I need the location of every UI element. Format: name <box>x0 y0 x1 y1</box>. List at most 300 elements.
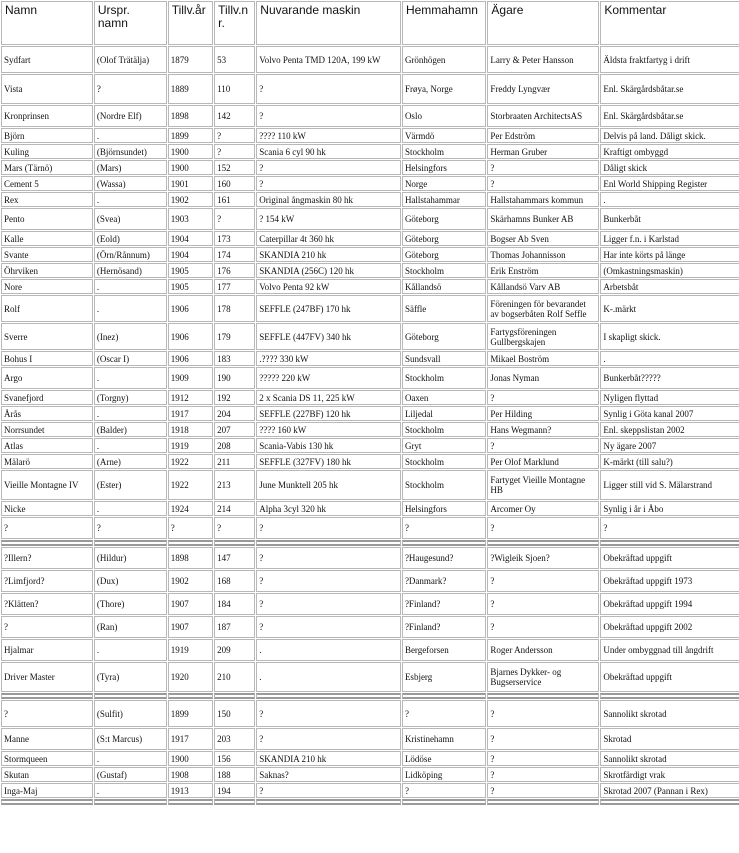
cell-namn: Driver Master <box>1 662 93 692</box>
table-row <box>1 144 739 159</box>
cell-maskin: Volvo Penta 92 kW <box>256 279 401 294</box>
divider-cell <box>168 540 213 546</box>
cell-namn: ?Limfjord? <box>1 570 93 592</box>
cell-tillv-nr: 178 <box>214 295 255 322</box>
cell-tillv-ar: 1902 <box>168 192 213 207</box>
cell-tillv-ar: 1900 <box>168 160 213 175</box>
cell-tillv-nr: ? <box>214 144 255 159</box>
cell-tillv-nr: 150 <box>214 700 255 727</box>
cell-agare: ? <box>487 767 599 782</box>
table-row <box>1 438 739 453</box>
cell-namn: ?Illern? <box>1 547 93 569</box>
cell-tillv-ar: 1922 <box>168 454 213 469</box>
cell-tillv-nr: 207 <box>214 422 255 437</box>
cell-hemmahamn: Göteborg <box>402 231 486 246</box>
table-row <box>1 323 739 350</box>
cell-agare: Larry & Peter Hansson <box>487 46 599 73</box>
cell-maskin: ? <box>256 783 401 798</box>
cell-hemmahamn: Göteborg <box>402 208 486 230</box>
cell-maskin: ? <box>256 176 401 191</box>
cell-hemmahamn: Värmdö <box>402 128 486 143</box>
cell-tillv-ar: 1900 <box>168 751 213 766</box>
table-row <box>1 639 739 661</box>
cell-hemmahamn: ?Finland? <box>402 593 486 615</box>
cell-kommentar: ? <box>600 517 739 539</box>
cell-tillv-nr: ? <box>214 208 255 230</box>
table-row <box>1 231 739 246</box>
cell-tillv-nr: 156 <box>214 751 255 766</box>
table-row <box>1 783 739 798</box>
cell-maskin: SKANDIA 210 hk <box>256 247 401 262</box>
table-row <box>1 208 739 230</box>
col-header-agare: Ägare <box>487 1 599 45</box>
cell-tillv-nr: 190 <box>214 367 255 389</box>
divider-cell <box>487 540 599 546</box>
cell-urspr-namn: (Inez) <box>94 323 167 350</box>
cell-maskin: Caterpillar 4t 360 hk <box>256 231 401 246</box>
cell-tillv-nr: ? <box>214 128 255 143</box>
cell-namn: Nore <box>1 279 93 294</box>
cell-hemmahamn: Stockholm <box>402 263 486 278</box>
cell-maskin: ? <box>256 547 401 569</box>
table-row <box>1 728 739 750</box>
cell-kommentar: Obekräftad uppgift 1994 <box>600 593 739 615</box>
cell-kommentar: Obekräftad uppgift 2002 <box>600 616 739 638</box>
cell-maskin: Alpha 3cyl 320 hk <box>256 501 401 516</box>
cell-kommentar: (Omkastningsmaskin) <box>600 263 739 278</box>
cell-agare: Bjarnes Dykker- og Bugserservice <box>487 662 599 692</box>
cell-maskin: SKANDIA (256C) 120 hk <box>256 263 401 278</box>
cell-hemmahamn: ? <box>402 783 486 798</box>
cell-agare: Per Olof Marklund <box>487 454 599 469</box>
cell-kommentar: Obekräftad uppgift 1973 <box>600 570 739 592</box>
table-row <box>1 367 739 389</box>
cell-urspr-namn: (Torgny) <box>94 390 167 405</box>
cell-urspr-namn: . <box>94 367 167 389</box>
cell-namn: Björn <box>1 128 93 143</box>
divider-cell <box>600 693 739 699</box>
cell-urspr-namn: (Gustaf) <box>94 767 167 782</box>
cell-maskin: Scania 6 cyl 90 hk <box>256 144 401 159</box>
cell-agare: ? <box>487 783 599 798</box>
cell-hemmahamn: Kristinehamn <box>402 728 486 750</box>
cell-tillv-ar: 1922 <box>168 470 213 500</box>
cell-kommentar: K-märkt (till salu?) <box>600 454 739 469</box>
cell-tillv-nr: 192 <box>214 390 255 405</box>
cell-tillv-ar: 1908 <box>168 767 213 782</box>
cell-tillv-ar: 1900 <box>168 144 213 159</box>
cell-urspr-namn: . <box>94 192 167 207</box>
divider-cell <box>600 540 739 546</box>
cell-urspr-namn: (Ester) <box>94 470 167 500</box>
cell-agare: Mikael Boström <box>487 351 599 366</box>
cell-urspr-namn: (Sulfit) <box>94 700 167 727</box>
cell-kommentar: Enl. skeppslistan 2002 <box>600 422 739 437</box>
cell-maskin: ? <box>256 700 401 727</box>
cell-tillv-nr: 110 <box>214 74 255 104</box>
cell-namn: ? <box>1 517 93 539</box>
table-row <box>1 263 739 278</box>
cell-agare: ? <box>487 593 599 615</box>
cell-tillv-nr: 194 <box>214 783 255 798</box>
table-row <box>1 501 739 516</box>
cell-tillv-ar: 1906 <box>168 295 213 322</box>
table-body <box>1 46 739 805</box>
cell-tillv-ar: 1912 <box>168 390 213 405</box>
cell-tillv-nr: 208 <box>214 438 255 453</box>
cell-maskin: ? <box>256 616 401 638</box>
cell-maskin: Saknas? <box>256 767 401 782</box>
col-header-maskin: Nuvarande maskin <box>256 1 401 45</box>
cell-kommentar: Obekräftad uppgift <box>600 547 739 569</box>
cell-maskin: SEFFLE (247BF) 170 hk <box>256 295 401 322</box>
cell-tillv-nr: 168 <box>214 570 255 592</box>
cell-maskin: ????? 220 kW <box>256 367 401 389</box>
col-header-tillv-nr: Tillv.nr. <box>214 1 255 45</box>
cell-agare: ? <box>487 438 599 453</box>
cell-namn: Rolf <box>1 295 93 322</box>
cell-tillv-ar: 1901 <box>168 176 213 191</box>
cell-tillv-nr: ? <box>214 517 255 539</box>
cell-tillv-nr: 152 <box>214 160 255 175</box>
table-row <box>1 517 739 539</box>
cell-namn: Atlas <box>1 438 93 453</box>
cell-maskin: ???? 110 kW <box>256 128 401 143</box>
cell-namn: Vista <box>1 74 93 104</box>
cell-urspr-namn: (Olof Trätälja) <box>94 46 167 73</box>
cell-namn: Sverre <box>1 323 93 350</box>
cell-kommentar: Äldsta fraktfartyg i drift <box>600 46 739 73</box>
cell-urspr-namn: (Svea) <box>94 208 167 230</box>
cell-maskin: Original ångmaskin 80 hk <box>256 192 401 207</box>
cell-tillv-ar: 1907 <box>168 616 213 638</box>
cell-tillv-ar: 1905 <box>168 279 213 294</box>
cell-agare: Thomas Johannisson <box>487 247 599 262</box>
table-row <box>1 160 739 175</box>
cell-urspr-namn: . <box>94 438 167 453</box>
cell-namn: Stormqueen <box>1 751 93 766</box>
cell-urspr-namn: (Hildur) <box>94 547 167 569</box>
cell-urspr-namn: . <box>94 783 167 798</box>
cell-namn: ?Klätten? <box>1 593 93 615</box>
cell-hemmahamn: Stockholm <box>402 470 486 500</box>
cell-agare: Herman Gruber <box>487 144 599 159</box>
cell-agare: ? <box>487 570 599 592</box>
cell-namn: ? <box>1 616 93 638</box>
table-row <box>1 74 739 104</box>
cell-agare: Hans Wegmann? <box>487 422 599 437</box>
cell-urspr-namn: (Ran) <box>94 616 167 638</box>
cell-kommentar: I skapligt skick. <box>600 323 739 350</box>
cell-hemmahamn: ?Danmark? <box>402 570 486 592</box>
cell-tillv-nr: 179 <box>214 323 255 350</box>
cell-urspr-namn: (Wassa) <box>94 176 167 191</box>
cell-tillv-nr: 160 <box>214 176 255 191</box>
cell-kommentar: Skrotad 2007 (Pannan i Rex) <box>600 783 739 798</box>
cell-namn: Cement 5 <box>1 176 93 191</box>
cell-tillv-ar: 1899 <box>168 128 213 143</box>
table-row <box>1 570 739 592</box>
cell-agare: Freddy Lyngvær <box>487 74 599 104</box>
cell-urspr-namn: (Dux) <box>94 570 167 592</box>
cell-kommentar: Bunkerbåt <box>600 208 739 230</box>
cell-hemmahamn: Göteborg <box>402 247 486 262</box>
cell-hemmahamn: ? <box>402 517 486 539</box>
cell-kommentar: Har inte körts på länge <box>600 247 739 262</box>
cell-namn: Bohus I <box>1 351 93 366</box>
cell-urspr-namn: (Balder) <box>94 422 167 437</box>
cell-tillv-nr: 173 <box>214 231 255 246</box>
cell-urspr-namn: . <box>94 406 167 421</box>
cell-kommentar: Sannolikt skrotad <box>600 751 739 766</box>
cell-namn: Argo <box>1 367 93 389</box>
cell-tillv-nr: 142 <box>214 105 255 127</box>
cell-hemmahamn: Göteborg <box>402 323 486 350</box>
table-row <box>1 105 739 127</box>
cell-tillv-nr: 174 <box>214 247 255 262</box>
cell-hemmahamn: Bergeforsen <box>402 639 486 661</box>
cell-tillv-nr: 176 <box>214 263 255 278</box>
divider-cell <box>94 693 167 699</box>
table-row <box>1 422 739 437</box>
cell-namn: Pento <box>1 208 93 230</box>
cell-maskin: ? <box>256 570 401 592</box>
cell-agare: Per Edström <box>487 128 599 143</box>
table-row <box>1 662 739 692</box>
cell-urspr-namn: . <box>94 295 167 322</box>
table-row <box>1 767 739 782</box>
cell-tillv-nr: 213 <box>214 470 255 500</box>
cell-tillv-ar: 1903 <box>168 208 213 230</box>
table-row <box>1 751 739 766</box>
cell-tillv-ar: 1898 <box>168 547 213 569</box>
cell-kommentar: . <box>600 192 739 207</box>
cell-hemmahamn: Stockholm <box>402 422 486 437</box>
cell-kommentar: Ny ägare 2007 <box>600 438 739 453</box>
table-row <box>1 454 739 469</box>
col-header-namn: Namn <box>1 1 93 45</box>
cell-agare: Roger Andersson <box>487 639 599 661</box>
cell-namn: Sydfart <box>1 46 93 73</box>
cell-namn: Kalle <box>1 231 93 246</box>
cell-tillv-nr: 53 <box>214 46 255 73</box>
cell-hemmahamn: Säffle <box>402 295 486 322</box>
cell-namn: Öhrviken <box>1 263 93 278</box>
col-header-kommentar: Kommentar <box>600 1 739 45</box>
cell-urspr-namn: (Örn/Rånnum) <box>94 247 167 262</box>
cell-urspr-namn: (Mars) <box>94 160 167 175</box>
cell-maskin: ? <box>256 74 401 104</box>
divider-cell <box>600 799 739 805</box>
cell-agare: Erik Enström <box>487 263 599 278</box>
cell-urspr-namn: (Nordre Elf) <box>94 105 167 127</box>
cell-tillv-ar: 1917 <box>168 728 213 750</box>
cell-agare: Per Hilding <box>487 406 599 421</box>
cell-tillv-ar: 1889 <box>168 74 213 104</box>
cell-agare: Föreningen för bevarandet av bogserbåten Rolf Seffle <box>487 295 599 322</box>
col-header-hemmahamn: Hemmahamn <box>402 1 486 45</box>
cell-hemmahamn: Lidköping <box>402 767 486 782</box>
cell-tillv-nr: 204 <box>214 406 255 421</box>
cell-hemmahamn: ?Finland? <box>402 616 486 638</box>
divider-cell <box>168 693 213 699</box>
cell-namn: Norrsundet <box>1 422 93 437</box>
divider-cell <box>1 540 93 546</box>
cell-namn: Hjalmar <box>1 639 93 661</box>
cell-maskin: SEFFLE (227BF) 120 hk <box>256 406 401 421</box>
cell-hemmahamn: Helsingfors <box>402 160 486 175</box>
cell-tillv-nr: 214 <box>214 501 255 516</box>
cell-tillv-nr: 147 <box>214 547 255 569</box>
cell-hemmahamn: Stockholm <box>402 454 486 469</box>
cell-kommentar: Synlig i Göta kanal 2007 <box>600 406 739 421</box>
cell-urspr-namn: (Björnsundet) <box>94 144 167 159</box>
cell-agare: Arcomer Oy <box>487 501 599 516</box>
cell-maskin: ? <box>256 517 401 539</box>
cell-urspr-namn: (Tyra) <box>94 662 167 692</box>
divider-cell <box>94 540 167 546</box>
table-row <box>1 616 739 638</box>
cell-urspr-namn: . <box>94 501 167 516</box>
table-row <box>1 593 739 615</box>
cell-maskin: Scania-Vabis 130 hk <box>256 438 401 453</box>
cell-tillv-ar: 1909 <box>168 367 213 389</box>
cell-kommentar: K-.märkt <box>600 295 739 322</box>
cell-kommentar: Under ombyggnad till ångdrift <box>600 639 739 661</box>
cell-namn: Svanefjord <box>1 390 93 405</box>
cell-maskin: ? 154 kW <box>256 208 401 230</box>
divider-cell <box>1 799 93 805</box>
cell-kommentar: Nyligen flyttad <box>600 390 739 405</box>
cell-agare: Jonas Nyman <box>487 367 599 389</box>
cell-tillv-ar: 1906 <box>168 323 213 350</box>
divider-cell <box>1 693 93 699</box>
cell-kommentar: Ligger f.n. i Karlstad <box>600 231 739 246</box>
cell-agare: ? <box>487 616 599 638</box>
table-row <box>1 176 739 191</box>
cell-namn: Mälarö <box>1 454 93 469</box>
cell-urspr-namn: . <box>94 128 167 143</box>
cell-tillv-ar: 1879 <box>168 46 213 73</box>
cell-namn: Mars (Tärnö) <box>1 160 93 175</box>
cell-maskin: SKANDIA 210 hk <box>256 751 401 766</box>
cell-kommentar: Enl. Skärgårdsbåtar.se <box>600 105 739 127</box>
cell-tillv-ar: ? <box>168 517 213 539</box>
divider-cell <box>214 693 255 699</box>
cell-tillv-ar: 1919 <box>168 438 213 453</box>
divider-cell <box>256 540 401 546</box>
cell-maskin: ? <box>256 593 401 615</box>
table-row <box>1 192 739 207</box>
cell-kommentar: Sannolikt skrotad <box>600 700 739 727</box>
cell-maskin: SEFFLE (447FV) 340 hk <box>256 323 401 350</box>
cell-kommentar: Arbetsbåt <box>600 279 739 294</box>
cell-maskin: ? <box>256 160 401 175</box>
table-row <box>1 351 739 366</box>
cell-agare: ?Wigleik Sjoen? <box>487 547 599 569</box>
cell-agare: ? <box>487 390 599 405</box>
cell-tillv-nr: 210 <box>214 662 255 692</box>
divider-cell <box>487 799 599 805</box>
divider-cell <box>168 799 213 805</box>
divider-cell <box>402 799 486 805</box>
cell-agare: Fartyget Vieille Montagne HB <box>487 470 599 500</box>
cell-namn: Skutan <box>1 767 93 782</box>
cell-kommentar: Bunkerbåt????? <box>600 367 739 389</box>
cell-urspr-namn: (Eold) <box>94 231 167 246</box>
cell-kommentar: Synlig i år i Åbo <box>600 501 739 516</box>
table-row <box>1 470 739 500</box>
cell-hemmahamn: Hallstahammar <box>402 192 486 207</box>
cell-maskin: ???? 160 kW <box>256 422 401 437</box>
cell-hemmahamn: Liljedal <box>402 406 486 421</box>
cell-urspr-namn: (S:t Marcus) <box>94 728 167 750</box>
cell-maskin: 2 x Scania DS 11, 225 kW <box>256 390 401 405</box>
table-row <box>1 700 739 727</box>
cell-tillv-ar: 1913 <box>168 783 213 798</box>
divider-cell <box>256 799 401 805</box>
cell-kommentar: . <box>600 351 739 366</box>
cell-maskin: June Munktell 205 hk <box>256 470 401 500</box>
cell-kommentar: Enl. Skärgårdsbåtar.se <box>600 74 739 104</box>
cell-namn: Inga-Maj <box>1 783 93 798</box>
cell-tillv-ar: 1920 <box>168 662 213 692</box>
cell-kommentar: Delvis på land. Dåligt skick. <box>600 128 739 143</box>
cell-agare: Bogser Ab Sven <box>487 231 599 246</box>
cell-urspr-namn: . <box>94 751 167 766</box>
cell-kommentar: Obekräftad uppgift <box>600 662 739 692</box>
cell-tillv-ar: 1917 <box>168 406 213 421</box>
cell-maskin: Volvo Penta TMD 120A, 199 kW <box>256 46 401 73</box>
divider-cell <box>487 693 599 699</box>
cell-tillv-nr: 203 <box>214 728 255 750</box>
cell-tillv-ar: 1919 <box>168 639 213 661</box>
cell-tillv-ar: 1906 <box>168 351 213 366</box>
cell-tillv-ar: 1904 <box>168 247 213 262</box>
table-row <box>1 406 739 421</box>
cell-kommentar: Skrotfärdigt vrak <box>600 767 739 782</box>
cell-namn: Vieille Montagne IV <box>1 470 93 500</box>
cell-kommentar: Dåligt skick <box>600 160 739 175</box>
cell-urspr-namn: (Hernösand) <box>94 263 167 278</box>
divider-cell <box>402 540 486 546</box>
cell-tillv-ar: 1902 <box>168 570 213 592</box>
cell-tillv-ar: 1905 <box>168 263 213 278</box>
cell-hemmahamn: Lödöse <box>402 751 486 766</box>
cell-agare: ? <box>487 751 599 766</box>
divider-cell <box>94 799 167 805</box>
col-header-tillv-ar: Tillv.år <box>168 1 213 45</box>
cell-namn: Manne <box>1 728 93 750</box>
divider-cell <box>214 799 255 805</box>
cell-hemmahamn: Stockholm <box>402 144 486 159</box>
cell-hemmahamn: Sundsvall <box>402 351 486 366</box>
cell-agare: Hallstahammars kommun <box>487 192 599 207</box>
cell-agare: ? <box>487 700 599 727</box>
cell-hemmahamn: Stockholm <box>402 367 486 389</box>
cell-hemmahamn: Frøya, Norge <box>402 74 486 104</box>
divider-cell <box>256 693 401 699</box>
cell-urspr-namn: . <box>94 279 167 294</box>
cell-namn: ? <box>1 700 93 727</box>
cell-namn: Nicke <box>1 501 93 516</box>
cell-urspr-namn: ? <box>94 74 167 104</box>
cell-tillv-nr: 209 <box>214 639 255 661</box>
cell-agare: Kållandsö Varv AB <box>487 279 599 294</box>
cell-urspr-namn: (Thore) <box>94 593 167 615</box>
cell-tillv-nr: 183 <box>214 351 255 366</box>
cell-hemmahamn: Esbjerg <box>402 662 486 692</box>
